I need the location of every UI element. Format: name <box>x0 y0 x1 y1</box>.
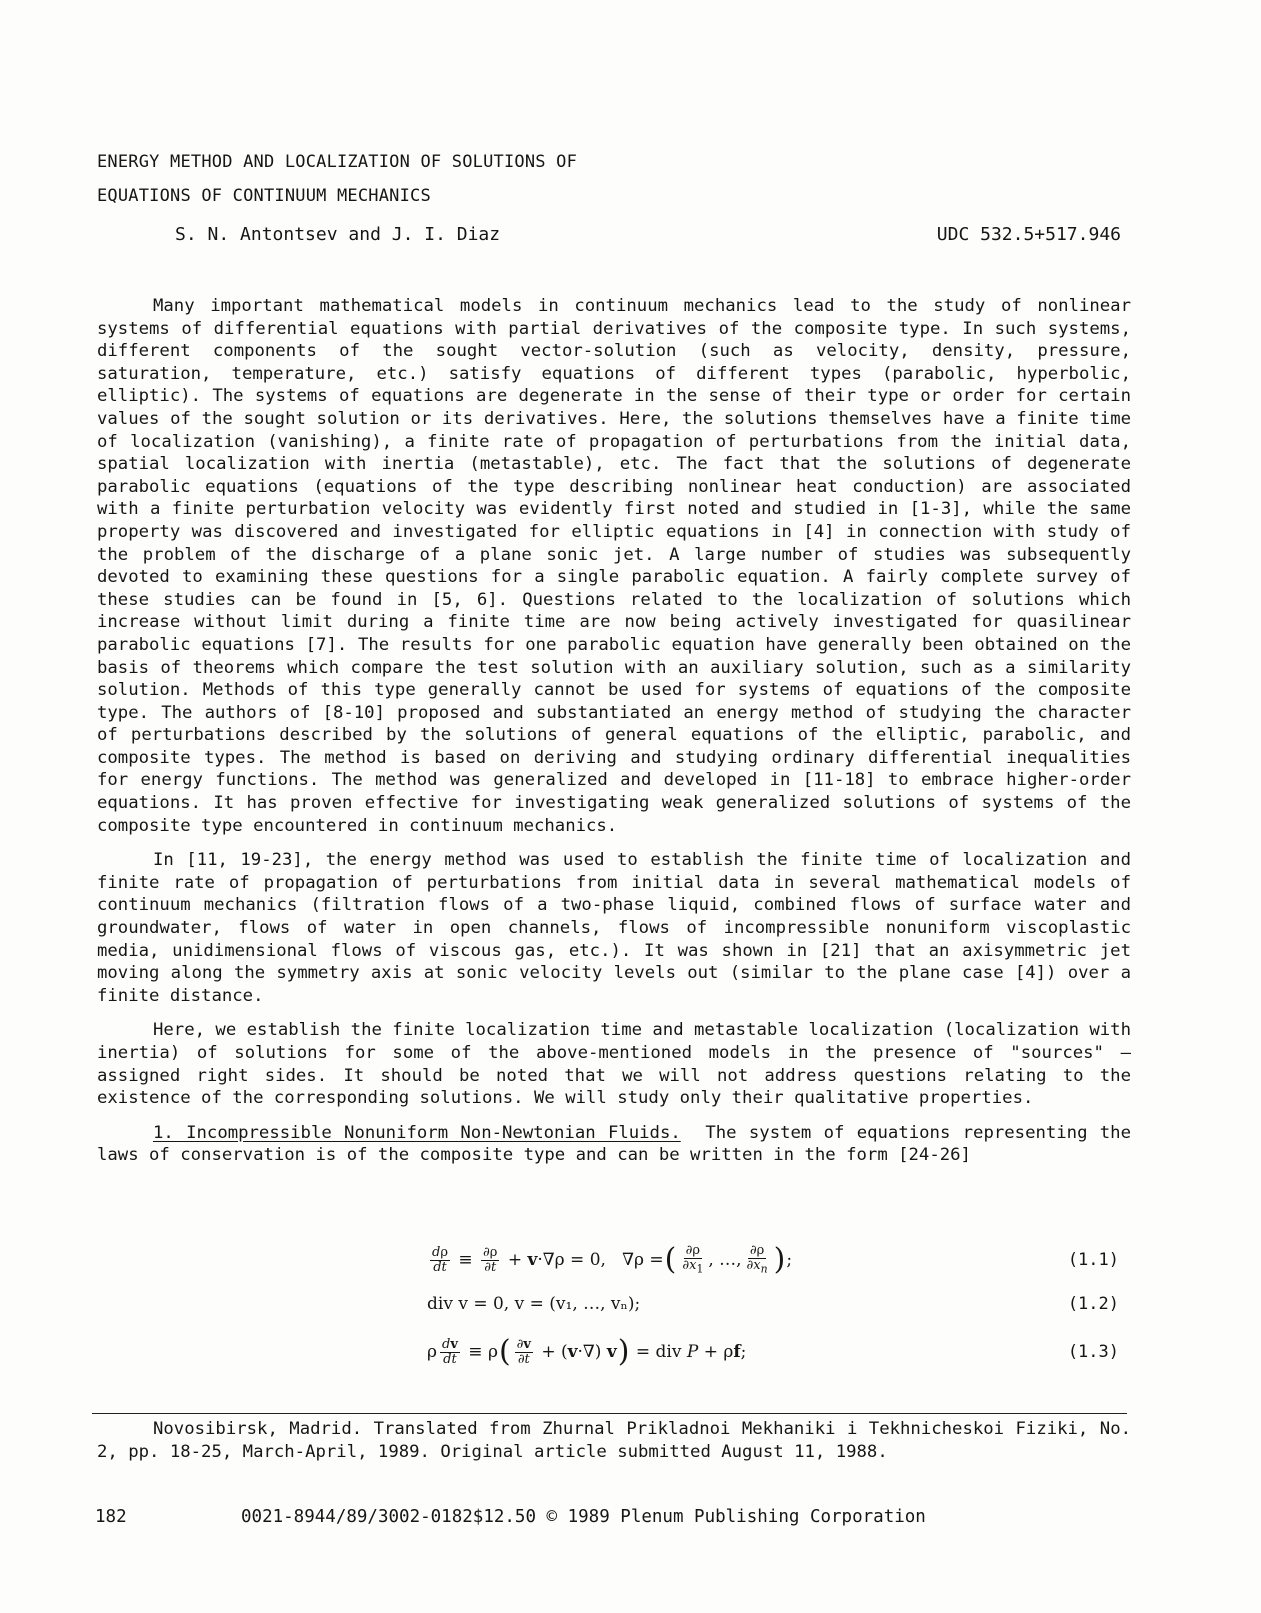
equations-block <box>97 1238 1131 1374</box>
article-title <box>97 145 797 213</box>
page-number: 182 <box>95 1507 127 1527</box>
equation-1-3-number: (1.3) <box>1067 1342 1119 1362</box>
paragraph-2: In [11, 19-23], the energy method was used to establish the finite time of localization and finite rate of propagation of perturbations from initial data in several mathematical models of continuum mechanics (filtration flows of a two-phase liquid, combined flows of surface water and groundwater, flows of water in open channels, flows of incompressible nonuniform viscoplastic media, unidimensional flows of viscous gas, etc.). It was shown in [21] that an axisymmetric jet moving along the symmetry axis at sonic velocity levels out (similar to the plane case [4]) over a finite distance. <box>97 850 1131 1006</box>
title-line-1: ENERGY METHOD AND LOCALIZATION OF SOLUTIONS OF <box>97 152 578 172</box>
section-1-intro <box>97 1122 1131 1167</box>
footnote-divider <box>92 1413 1127 1414</box>
equation-1-2-number: (1.2) <box>1067 1294 1119 1314</box>
footnote-text: Novosibirsk, Madrid. Translated from Zhurnal Prikladnoi Mekhaniki i Tekhnicheskoi Fiziki, No. 2, pp. 18-25, March-April, 1989. Original article submitted August 11, 1988. <box>97 1419 1131 1462</box>
equation-1-2-formula: div v = 0, v = (v₁, …, vₙ); <box>427 1294 641 1314</box>
equation-1-3 <box>97 1330 1131 1374</box>
udc-code: UDC 532.5+517.946 <box>936 224 1121 245</box>
section-1-heading: 1. Incompressible Nonuniform Non-Newtonian Fluids. <box>153 1122 681 1143</box>
equation-1-1-formula: $\frac{d\rho}{dt}$ ≡ $\frac{\partial\rho}{\partial t}$ + v·∇ρ = 0, ∇ρ = ( $\frac{\partial\rho}{\partial x_1}$ , …, $\frac{\partial\rho}{\partial x_n}$ ) ; <box>432 1242 793 1277</box>
title-line-2: EQUATIONS OF CONTINUUM MECHANICS <box>97 186 431 206</box>
equation-1-2 <box>97 1282 1131 1326</box>
paragraph-3: Here, we establish the finite localization time and metastable localization (localization with inertia) of solutions for some of the above-mentioned models in the presence of "sources" — assigned right sides. It should be noted that we will not address questions relating to the existence of the corresponding solutions. We will study only their qualitative properties. <box>97 1020 1131 1109</box>
equation-1-3-formula: ρ $\frac{dv}{dt}$ ≡ ρ ( $\frac{\partial v}{\partial t}$ + (v·∇) v ) = div P + ρf; <box>427 1334 747 1369</box>
copyright-line: 0021-8944/89/3002-0182$12.50 © 1989 Plenum Publishing Corporation <box>241 1507 926 1527</box>
equation-1-1-number: (1.1) <box>1067 1250 1119 1270</box>
footnote <box>97 1418 1131 1464</box>
section-1-text: The system of equations representing the laws of conservation is of the composite type and can be written in the form [24-26] <box>97 1122 1131 1166</box>
authors: S. N. Antontsev and J. I. Diaz <box>175 224 501 245</box>
article-body <box>97 295 1131 1179</box>
page-footer <box>95 1507 926 1527</box>
equation-1-1 <box>97 1238 1131 1282</box>
paragraph-1: Many important mathematical models in continuum mechanics lead to the study of nonlinear systems of differential equations with partial derivatives of the composite type. In such systems, different components of the sought vector-solution (such as velocity, density, pressure, saturation, temperature, etc.) satisfy equations of different types (parabolic, hyperbolic, elliptic). The systems of equations are degenerate in the sense of their type or order for certain values of the sought solution or its derivatives. Here, the solutions themselves have a finite time of localization (vanishing), a finite rate of propagation of perturbations from the initial data, spatial localization with inertia (metastable), etc. The fact that the solutions of degenerate parabolic equations (equations of the type describing nonlinear heat conduction) are associated with a finite perturbation velocity was evidently first noted and studied in [1-3], while the same property was discovered and investigated for elliptic equations in [4] in connection with study of the problem of the discharge of a plane sonic jet. A large number of studies was subsequently devoted to examining these questions for a single parabolic equation. A fairly complete survey of these studies can be found in [5, 6]. Questions related to the localization of solutions which increase without limit during a finite time are now being actively investigated for quasilinear parabolic equations [7]. The results for one parabolic equation have generally been obtained on the basis of theorems which compare the test solution with an auxiliary solution, such as a similarity solution. Methods of this type generally cannot be used for systems of equations of the composite type. The authors of [8-10] proposed and substantiated an energy method of studying the character of perturbations described by the solutions of general equations of the elliptic, parabolic, and composite types. The method is based on deriving and studying ordinary differential inequalities for energy functions. The method was generalized and developed in [11-18] to embrace higher-order equations. It has proven effective for investigating weak generalized solutions of systems of the composite type encountered in continuum mechanics. <box>97 296 1131 836</box>
